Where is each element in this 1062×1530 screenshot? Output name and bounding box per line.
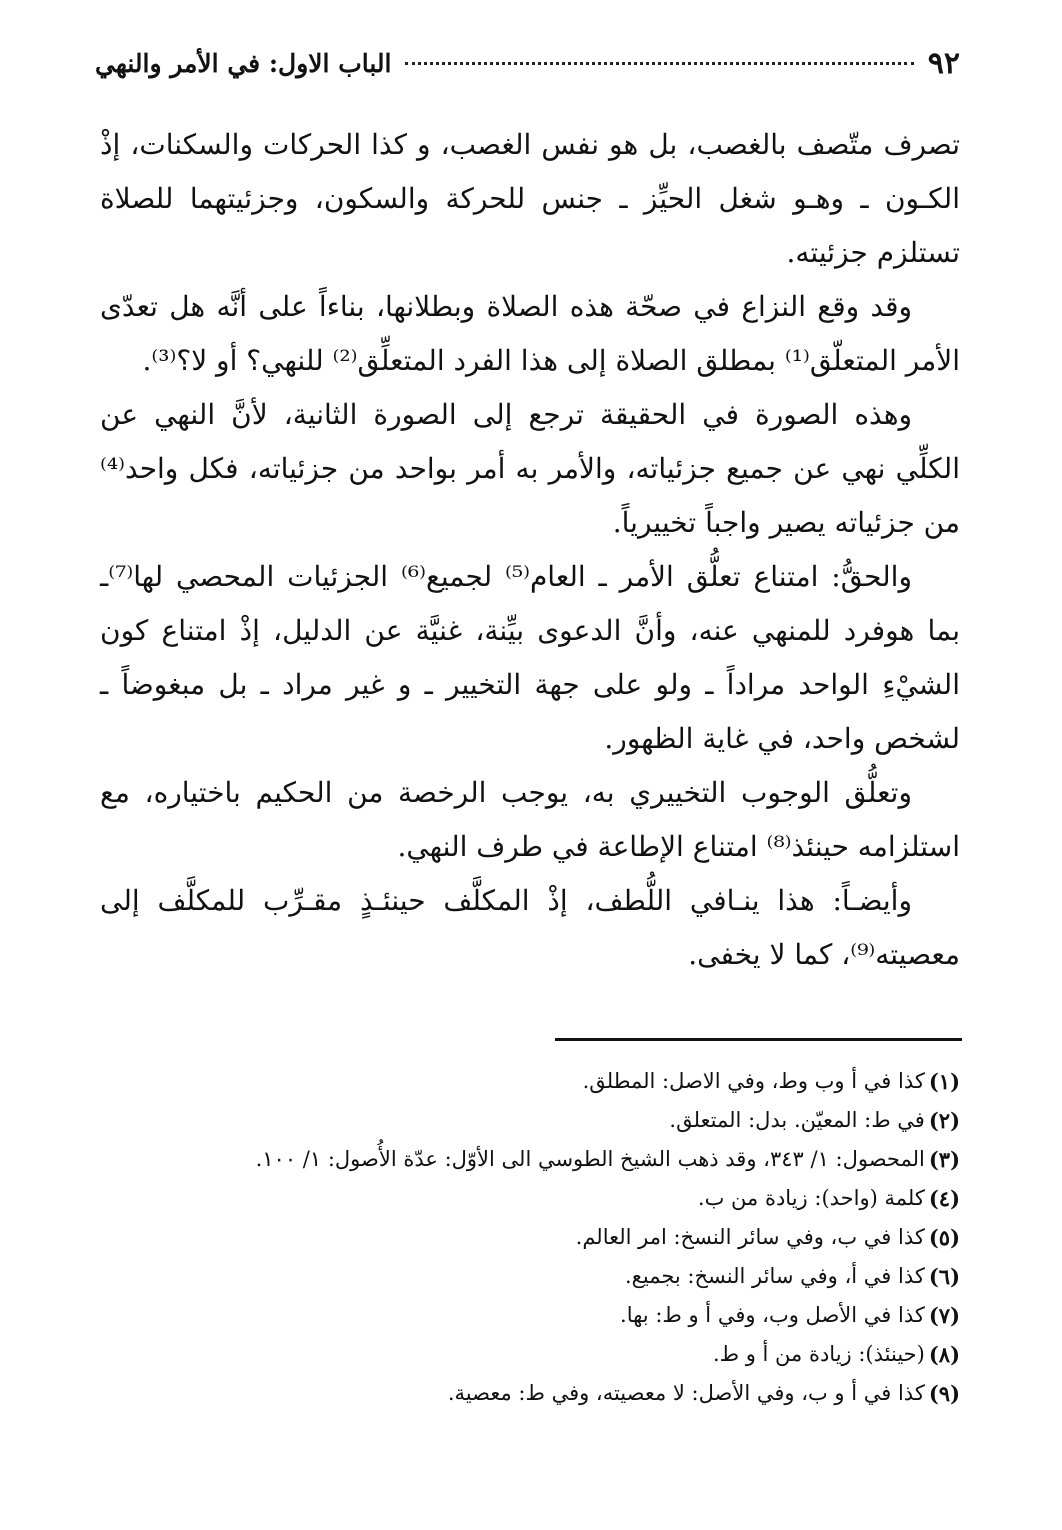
paragraph: وقد وقع النزاع في صحّة هذه الصلاة وبطلانها، بناءاً على أنَّه هل تعدّى الأمر المتعلّق⁽¹⁾ بمطلق الصلاة إلى هذا الفرد المتعلِّق⁽²⁾ للنهي؟ أو لا؟⁽³⁾. xyxy=(100,290,960,377)
paragraph: وأيضـاً: هذا ينـافي اللُّطف، إذْ المكلَّف حينئـذٍ مقـرِّب للمكلَّف إلى معصيته⁽⁹⁾، كما لا يخفى. xyxy=(100,884,960,971)
footnote xyxy=(100,1218,960,1257)
footnote-text: كذا في الأصل وب، وفي أ و ط: بها. xyxy=(620,1303,925,1327)
footnote-text: في ط: المعيّن. بدل: المتعلق. xyxy=(669,1108,925,1132)
footnote-number: (٧) xyxy=(928,1303,960,1328)
footnote-text: كذا في أ و ب، وفي الأصل: لا معصيته، وفي ط: معصية. xyxy=(447,1381,925,1405)
footnotes xyxy=(100,1062,960,1413)
chapter-title: الباب الاول: في الأمر والنهي xyxy=(95,48,392,78)
footnote xyxy=(100,1335,960,1374)
header-dot-leader xyxy=(405,62,913,65)
footnote xyxy=(100,1374,960,1413)
page-header xyxy=(95,38,960,88)
footnote xyxy=(100,1257,960,1296)
footnote-number: (٩) xyxy=(928,1381,960,1406)
footnote-number: (٤) xyxy=(928,1186,960,1211)
footnote-number: (٥) xyxy=(928,1225,960,1250)
main-text xyxy=(100,118,960,982)
footnote-number: (٨) xyxy=(928,1342,960,1367)
footnote-text: كذا في أ، وفي سائر النسخ: بجميع. xyxy=(625,1264,925,1288)
footnote-number: (٦) xyxy=(928,1264,960,1289)
footnote xyxy=(100,1062,960,1101)
footnote xyxy=(100,1179,960,1218)
footnote-text: المحصول: ١/ ٣٤٣، وقد ذهب الشيخ الطوسي الى الأوّل: عدّة الأُصول: ١/ ١٠٠. xyxy=(255,1147,925,1171)
page-number: ٩٢ xyxy=(927,45,960,81)
paragraph: والحقُّ: امتناع تعلُّق الأمر ـ العام⁽⁵⁾ لجميع⁽⁶⁾ الجزئيات المحصي لها⁽⁷⁾ـ بما هوفرد للمنهي عنه، وأنَّ الدعوى بيِّنة، غنيَّة عن الدليل، إذْ امتناع كون الشيْءِ الواحد مراداً ـ ولو على جهة التخيير ـ و غير مراد ـ بل مبغوضاً ـ لشخص واحد، في غاية الظهور. xyxy=(100,560,960,755)
footnote-text: كذا في أ وب وط، وفي الاصل: المطلق. xyxy=(582,1069,925,1093)
paragraph: تصرف متّصف بالغصب، بل هو نفس الغصب، و كذا الحركات والسكنات، إذْ الكـون ـ وهـو شغل الحيِّز ـ جنس للحركة والسكون، وجزئيتهما للصلاة تستلزم جزئيته. xyxy=(100,128,960,269)
footnote xyxy=(100,1296,960,1335)
footnote xyxy=(100,1140,960,1179)
footnote-number: (٣) xyxy=(928,1147,960,1172)
footnote-number: (١) xyxy=(928,1069,960,1094)
paragraph: وهذه الصورة في الحقيقة ترجع إلى الصورة الثانية، لأنَّ النهي عن الكلِّي نهي عن جميع جزئياته، والأمر به أمر بواحد من جزئياته، فكل واحد⁽⁴⁾ من جزئياته يصير واجباً تخييرياً. xyxy=(100,398,960,539)
footnote-divider xyxy=(555,1038,962,1041)
footnote-text: كذا في ب، وفي سائر النسخ: امر العالم. xyxy=(575,1225,925,1249)
paragraph: وتعلُّق الوجوب التخييري به، يوجب الرخصة من الحكيم باختياره، مع استلزامه حينئذ⁽⁸⁾ امتناع الإطاعة في طرف النهي. xyxy=(100,776,960,863)
footnote xyxy=(100,1101,960,1140)
footnote-text: كلمة (واحد): زيادة من ب. xyxy=(697,1186,925,1210)
footnote-text: (حينئذ): زيادة من أ و ط. xyxy=(712,1342,925,1366)
footnote-number: (٢) xyxy=(928,1108,960,1133)
